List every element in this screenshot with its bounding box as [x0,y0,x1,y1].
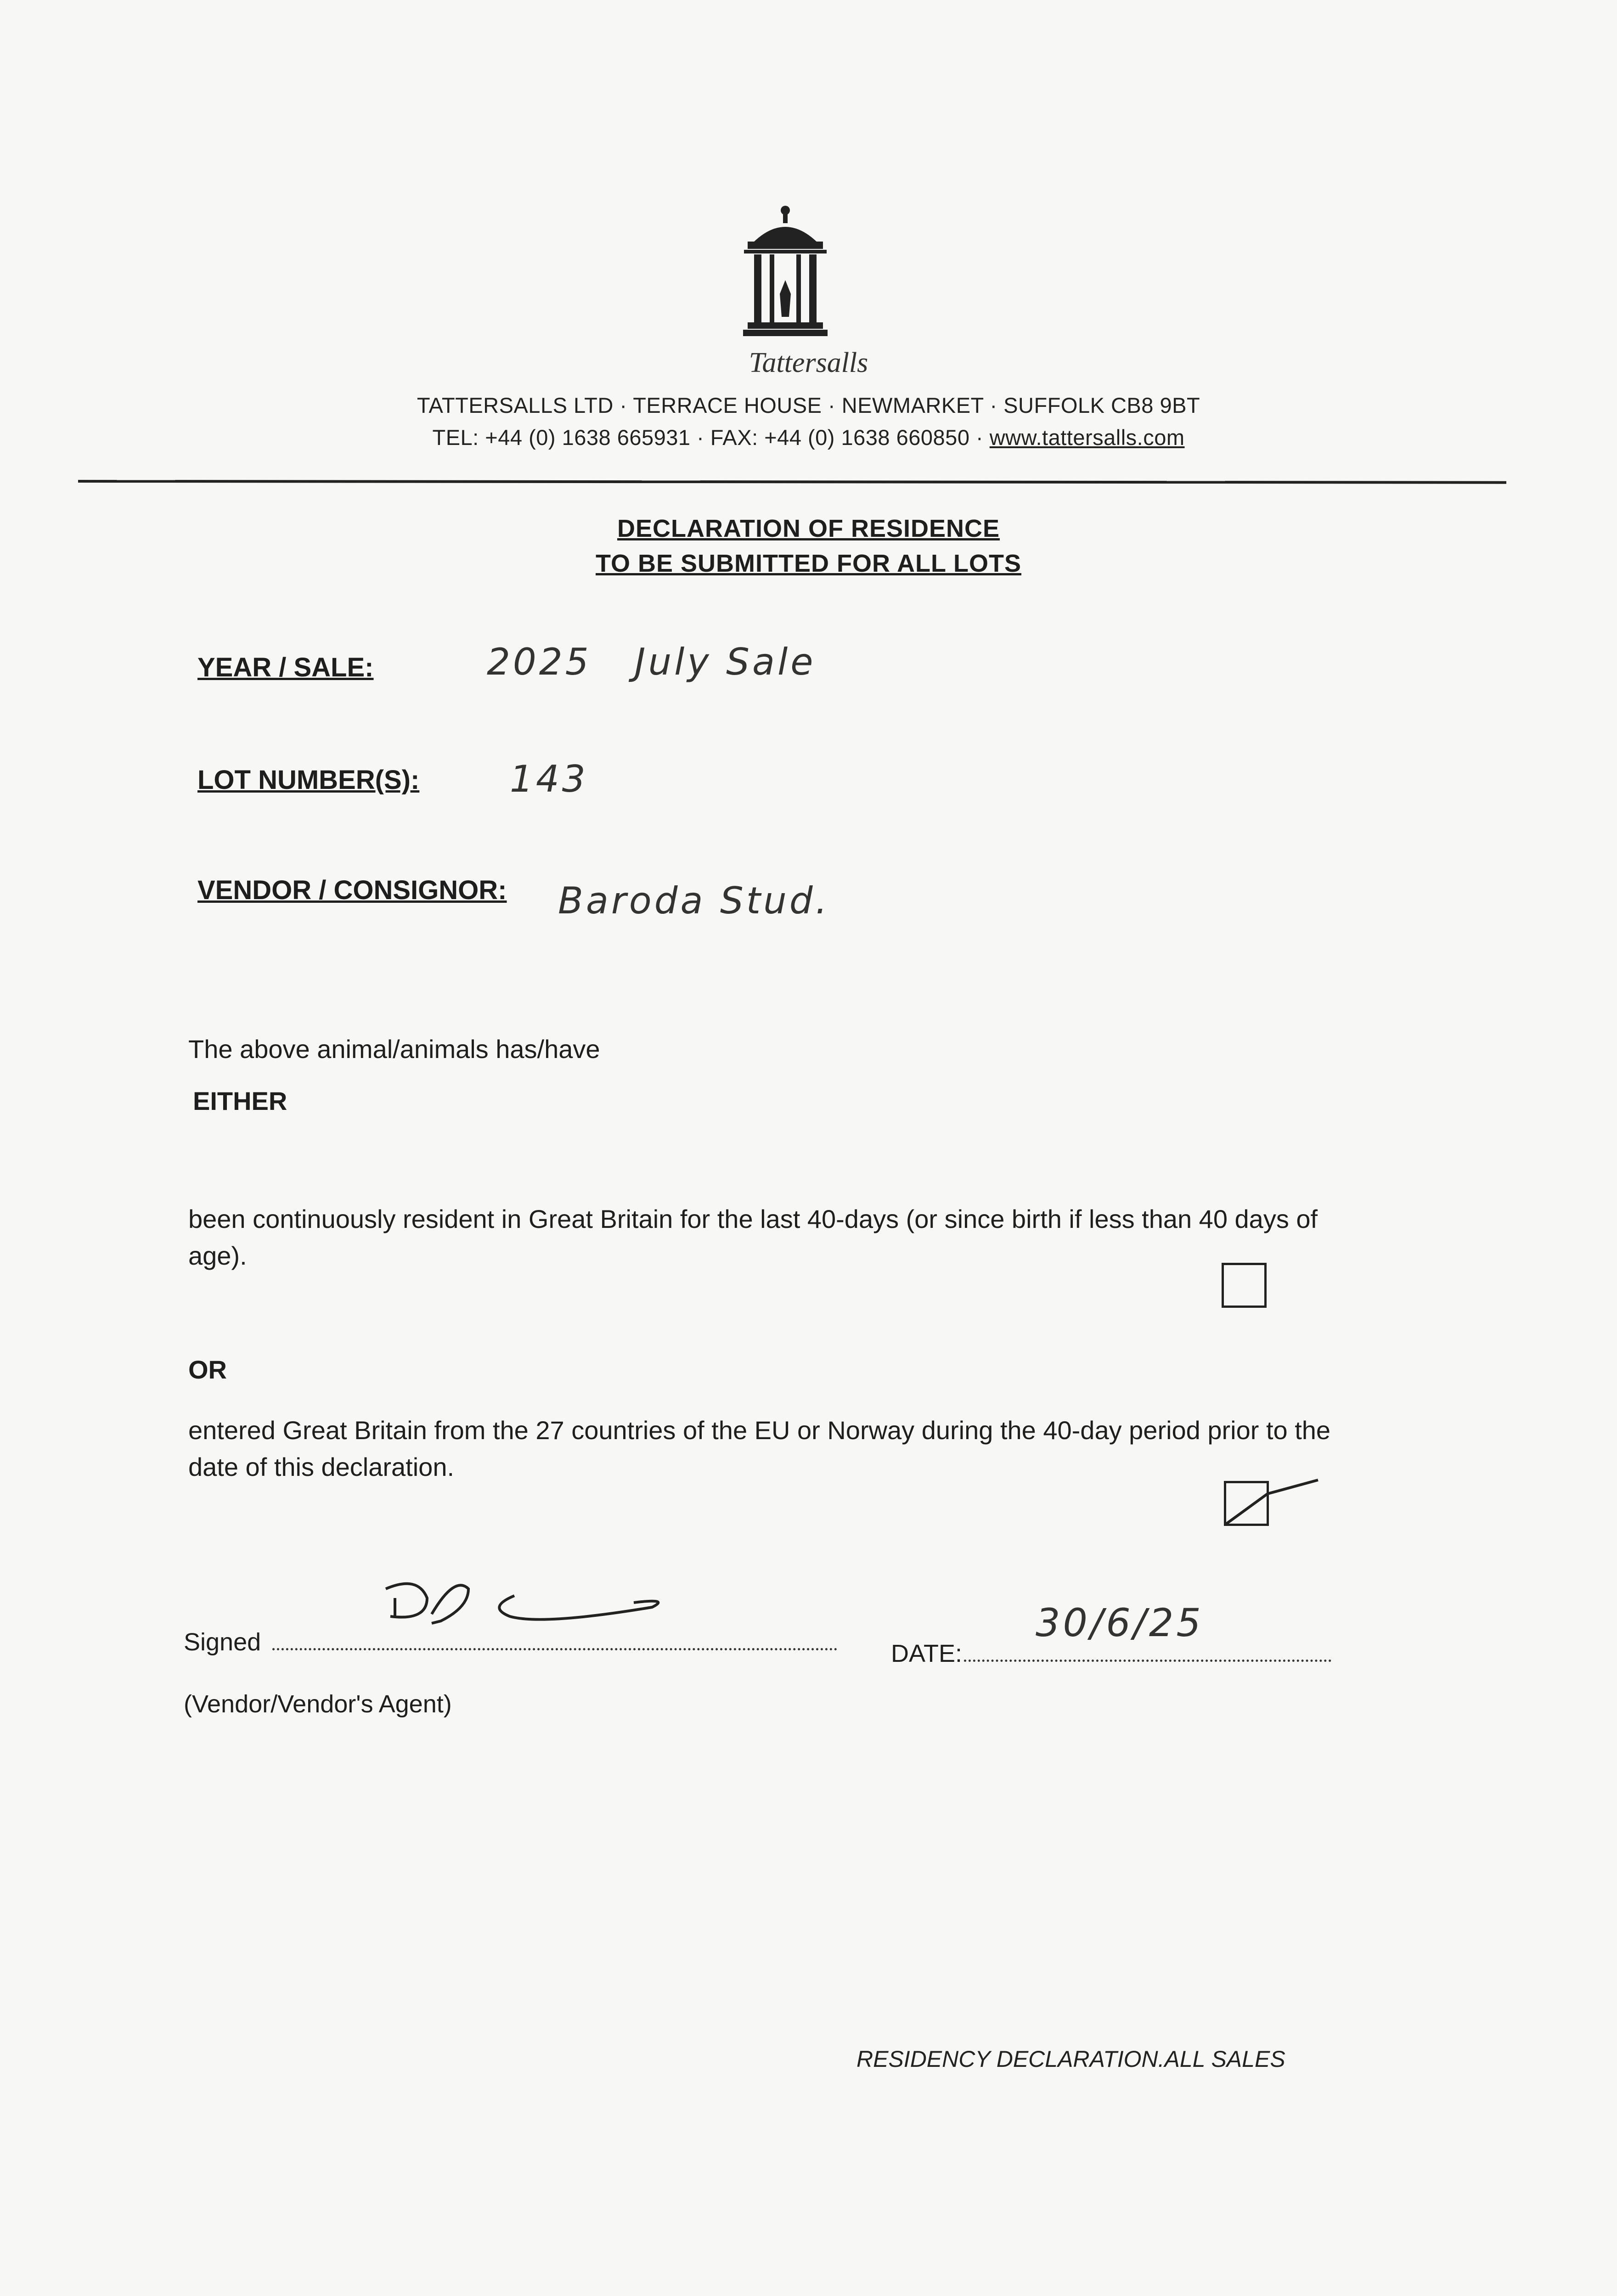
statement-intro: The above animal/animals has/have [188,1035,600,1064]
document-reference: RESIDENCY DECLARATION.ALL SALES [856,2046,1285,2072]
option-entered-text: entered Great Britain from the 27 countries of the EU or Norway during the 40-day period prior to the date of this declaration. [188,1416,1331,1481]
company-address: TATTERSALLS LTD · TERRACE HOUSE · NEWMARKET · SUFFOLK CB8 9BT [417,393,1200,417]
company-contact [0,425,1617,450]
document-title: DECLARATION OF RESIDENCE [617,515,1000,542]
option-resident-text: been continuously resident in Great Britain for the last 40-days (or since birth if less than 40 days of age). [188,1204,1318,1270]
signed-label: Signed [184,1628,261,1656]
brand-name: Tattersalls [749,347,868,378]
either-heading: EITHER [193,1086,287,1115]
date-label: DATE: [891,1640,963,1667]
date-value[interactable]: 30/6/25 [1036,1600,1204,1645]
signature-scribble [377,1570,670,1644]
vendor-value[interactable]: Baroda Stud. [558,879,830,922]
checkmark-icon [1222,1476,1313,1527]
signature-field[interactable] [272,1648,837,1650]
lot-number-label: LOT NUMBER(S): [197,765,420,795]
tattersalls-rotunda-logo-icon [726,202,845,340]
signer-role: (Vendor/Vendor's Agent) [184,1690,452,1718]
website-link[interactable]: www.tattersalls.com [989,425,1185,450]
lot-number-value[interactable]: 143 [510,758,588,800]
option-entered-checkbox[interactable] [1224,1481,1269,1526]
contact-numbers: TEL: +44 (0) 1638 665931 · FAX: +44 (0) 1638 660850 · [432,425,990,450]
year-sale-value[interactable]: 2025 July Sale [487,641,816,683]
option-resident-checkbox[interactable] [1222,1263,1267,1308]
vendor-label: VENDOR / CONSIGNOR: [197,875,507,905]
year-sale-label: YEAR / SALE: [197,653,374,682]
document-subtitle: TO BE SUBMITTED FOR ALL LOTS [596,550,1021,577]
header-divider [78,480,1506,484]
date-field[interactable] [964,1660,1331,1662]
or-heading: OR [188,1355,227,1384]
